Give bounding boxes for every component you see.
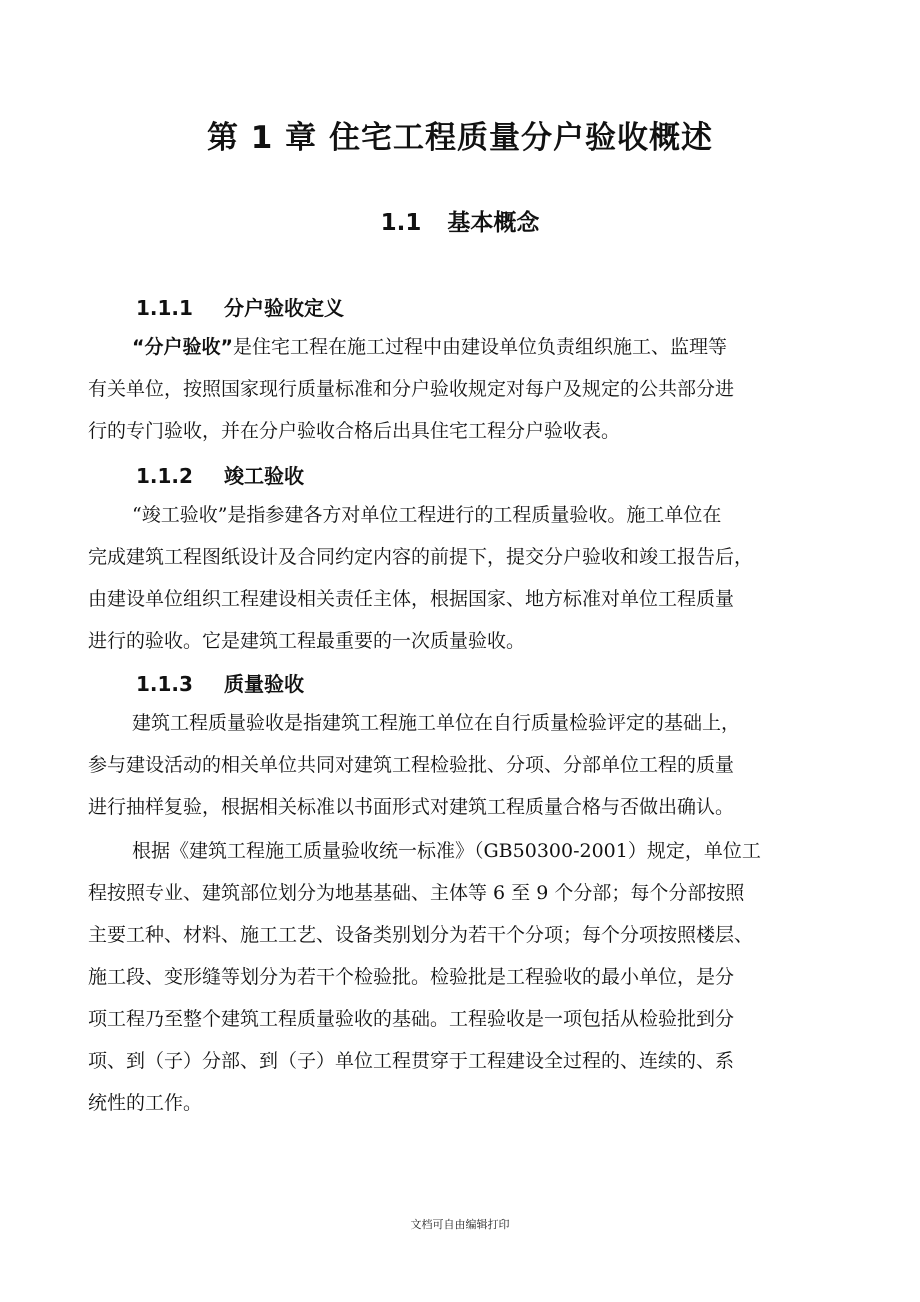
- paragraph-definition: [88, 326, 832, 452]
- page-footer: 文档可自由编辑打印: [410, 1218, 510, 1231]
- subsection-heading-1-1-3: [136, 668, 304, 697]
- paragraph-line: 行的专门验收，并在分户验收合格后出具住宅工程分户验收表。: [88, 420, 621, 442]
- paragraph-line: 根据《建筑工程施工质量验收统一标准》（GB50300-2001）规定，单位工: [132, 840, 761, 862]
- chapter-title: 第 1 章 住宅工程质量分户验收概述: [207, 120, 713, 156]
- paragraph-line: 项、到（子）分部、到（子）单位工程贯穿于工程建设全过程的、连续的、系: [88, 1050, 735, 1072]
- paragraph-standard: [88, 830, 832, 1124]
- subsection-heading-1-1-1: [136, 292, 344, 321]
- paragraph-line: 参与建设活动的相关单位共同对建筑工程检验批、分项、分部单位工程的质量: [88, 754, 735, 776]
- paragraph-line: 完成建筑工程图纸设计及合同约定内容的前提下，提交分户验收和竣工报告后，: [88, 546, 754, 568]
- section-number: 1.1: [380, 210, 422, 236]
- paragraph-quality-acceptance: [88, 702, 832, 828]
- section-title: 基本概念: [447, 210, 540, 236]
- paragraph-line: 有关单位，按照国家现行质量标准和分户验收规定对每户及规定的公共部分进: [88, 378, 735, 400]
- paragraph-line: 主要工种、材料、施工工艺、设备类别划分为若干个分项；每个分项按照楼层、: [88, 924, 754, 946]
- bold-term: “分户验收”: [132, 336, 233, 358]
- subsection-number: 1.1.3: [136, 672, 193, 696]
- subsection-number: 1.1.2: [136, 464, 193, 488]
- paragraph-line: 项工程乃至整个建筑工程质量验收的基础。工程验收是一项包括从检验批到分: [88, 1008, 735, 1030]
- paragraph-line: 进行的验收。它是建筑工程最重要的一次质量验收。: [88, 630, 526, 652]
- paragraph-line: 建筑工程质量验收是指建筑工程施工单位在自行质量检验评定的基础上，: [132, 712, 741, 734]
- subsection-title: 质量验收: [224, 672, 304, 696]
- paragraph-line: 进行抽样复验，根据相关标准以书面形式对建筑工程质量合格与否做出确认。: [88, 796, 735, 818]
- paragraph-line: “竣工验收”是指参建各方对单位工程进行的工程质量验收。施工单位在: [132, 504, 722, 526]
- paragraph-line: “分户验收”是住宅工程在施工过程中由建设单位负责组织施工、监理等: [132, 336, 727, 358]
- paragraph-line: 程按照专业、建筑部位划分为地基基础、主体等 6 至 9 个分部；每个分部按照: [88, 882, 745, 904]
- subsection-heading-1-1-2: [136, 460, 304, 489]
- subsection-title: 竣工验收: [224, 464, 304, 488]
- paragraph-line: 由建设单位组织工程建设相关责任主体，根据国家、地方标准对单位工程质量: [88, 588, 735, 610]
- subsection-number: 1.1.1: [136, 296, 193, 320]
- paragraph-completion-acceptance: [88, 494, 832, 662]
- paragraph-line: 施工段、变形缝等划分为若干个检验批。检验批是工程验收的最小单位，是分: [88, 966, 735, 988]
- paragraph-line: 统性的工作。: [88, 1092, 203, 1114]
- subsection-title: 分户验收定义: [224, 296, 344, 320]
- section-heading: [0, 204, 920, 237]
